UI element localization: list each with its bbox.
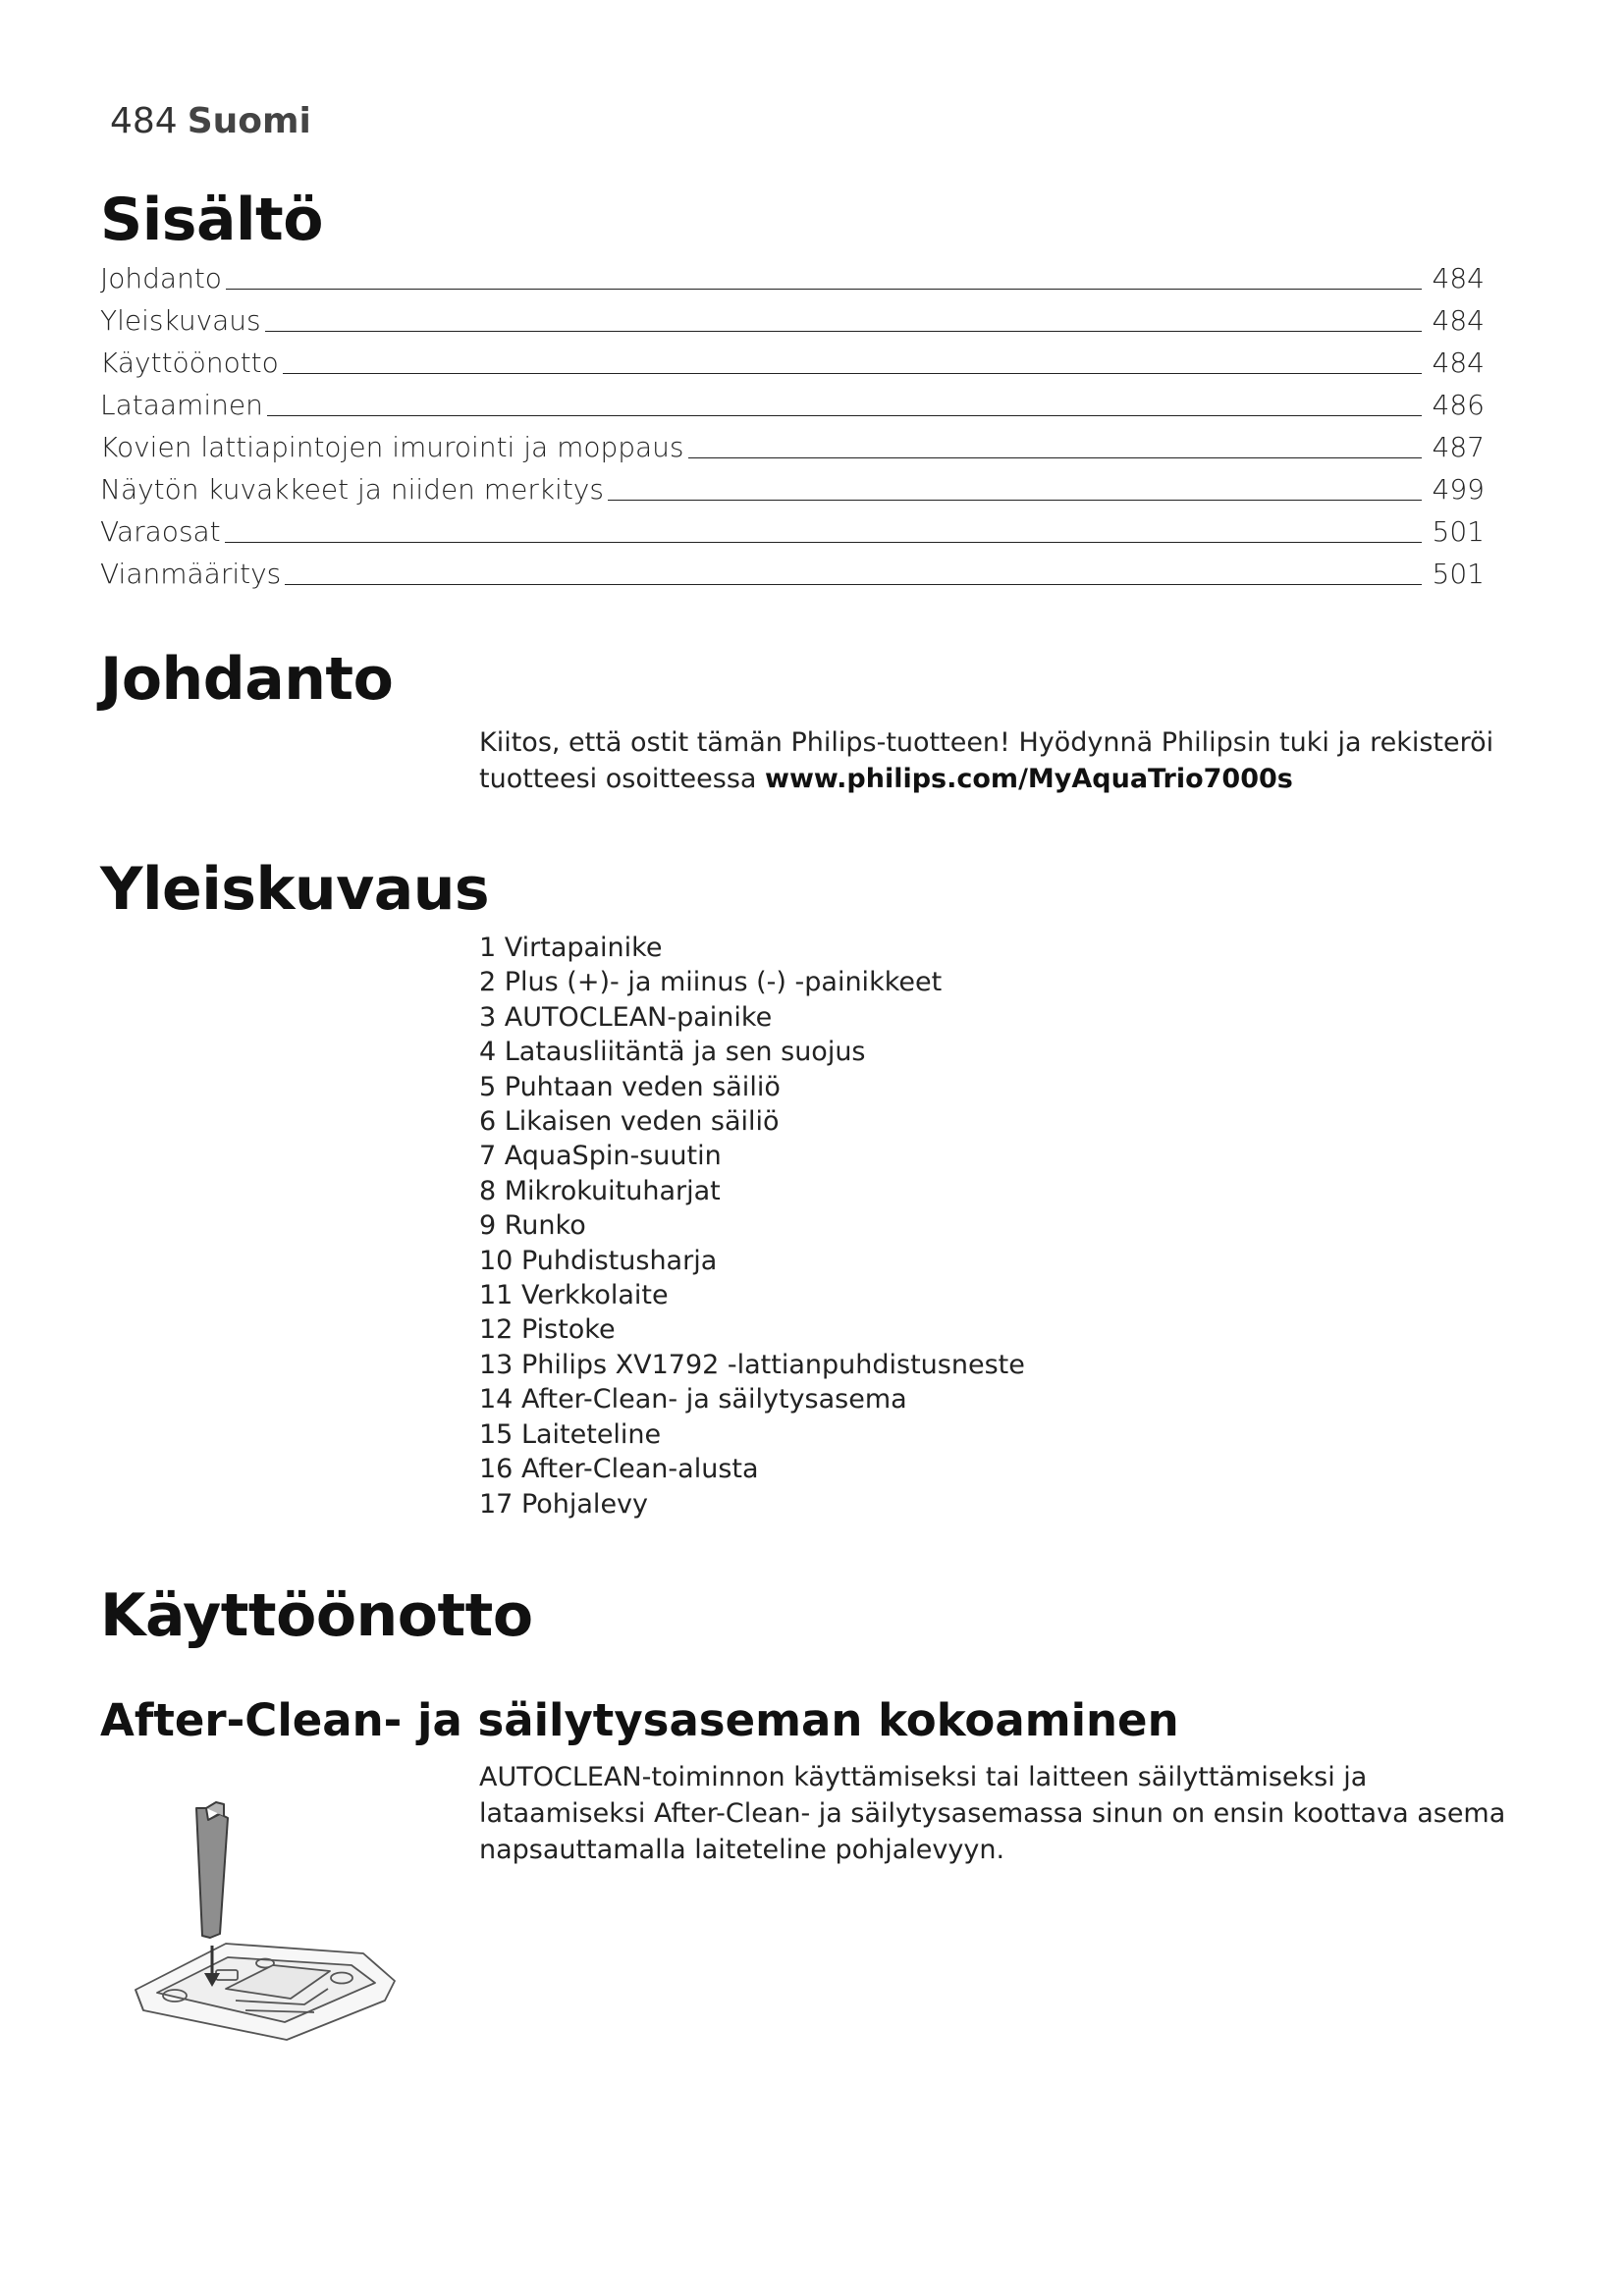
- intro-text: Kiitos, että ostit tämän Philips-tuotteen! Hyödynnä Philipsin tuki ja rekisteröi tuotteesi osoitteessa: [479, 727, 1494, 794]
- section-title-overview: Yleiskuvaus: [100, 855, 490, 924]
- toc-entry-label: Johdanto: [100, 262, 222, 294]
- list-item: 16 After-Clean-alusta: [479, 1454, 759, 1485]
- list-item: 11 Verkkolaite: [479, 1280, 669, 1311]
- toc-entry-page: 484: [1432, 304, 1485, 337]
- toc-entry-label: Yleiskuvaus: [100, 304, 261, 337]
- page-number: 484: [110, 101, 178, 141]
- toc-leader-line: [267, 414, 1422, 416]
- list-item: 4 Latausliitäntä ja sen suojus: [479, 1037, 866, 1068]
- toc-entry-label: Vianmääritys: [100, 558, 282, 590]
- list-item: 7 AquaSpin-suutin: [479, 1141, 722, 1172]
- list-item: 9 Runko: [479, 1210, 586, 1242]
- toc-entry-label: Näytön kuvakkeet ja niiden merkitys: [100, 473, 604, 506]
- toc-entry[interactable]: [100, 342, 1485, 384]
- product-link[interactable]: www.philips.com/MyAquaTrio7000s: [765, 764, 1293, 794]
- toc-leader-line: [225, 541, 1422, 543]
- section-title-intro: Johdanto: [100, 645, 394, 714]
- base-plate: [135, 1944, 395, 2040]
- toc-entry-page: 487: [1432, 431, 1485, 463]
- list-item: 6 Likaisen veden säiliö: [479, 1106, 780, 1138]
- toc-entry[interactable]: [100, 553, 1485, 595]
- section-title-setup: Käyttöönotto: [100, 1581, 533, 1650]
- list-item: 5 Puhtaan veden säiliö: [479, 1071, 781, 1102]
- device-stand: [196, 1802, 228, 1938]
- toc-entry-label: Varaosat: [100, 515, 221, 548]
- toc-entry-page: 484: [1432, 347, 1485, 379]
- list-item: 3 AUTOCLEAN-painike: [479, 1001, 773, 1033]
- toc-entry-page: 484: [1432, 262, 1485, 294]
- toc-entry[interactable]: [100, 299, 1485, 342]
- toc-leader-line: [265, 330, 1422, 332]
- toc-entry[interactable]: [100, 384, 1485, 426]
- parts-list: [479, 931, 1025, 1522]
- toc-leader-line: [285, 583, 1422, 585]
- list-item: 10 Puhdistusharja: [479, 1245, 718, 1276]
- toc-title: Sisältö: [100, 186, 323, 254]
- intro-paragraph: [479, 724, 1520, 797]
- toc-leader-line: [283, 372, 1422, 374]
- list-item: 13 Philips XV1792 -lattianpuhdistusneste: [479, 1349, 1025, 1380]
- toc-leader-line: [226, 288, 1422, 290]
- toc-entry[interactable]: [100, 510, 1485, 553]
- toc-entry-label: Käyttöönotto: [100, 347, 279, 379]
- toc-leader-line: [608, 499, 1422, 501]
- toc-entry[interactable]: [100, 468, 1485, 510]
- toc-entry-page: 499: [1432, 473, 1485, 506]
- language-label: Suomi: [187, 101, 311, 141]
- toc-entry-page: 501: [1432, 558, 1485, 590]
- toc-entry-label: Kovien lattiapintojen imurointi ja moppaus: [100, 431, 684, 463]
- toc-entry-page: 486: [1432, 389, 1485, 421]
- list-item: 2 Plus (+)- ja miinus (-) -painikkeet: [479, 967, 943, 998]
- list-item: 17 Pohjalevy: [479, 1488, 649, 1520]
- page-header: [110, 98, 311, 145]
- list-item: 12 Pistoke: [479, 1314, 616, 1346]
- assembly-illustration: [118, 1779, 412, 2073]
- toc-entry-page: 501: [1432, 515, 1485, 548]
- toc-leader-line: [688, 456, 1422, 458]
- toc-entry[interactable]: [100, 257, 1485, 299]
- toc-entry[interactable]: [100, 426, 1485, 468]
- table-of-contents: [100, 257, 1485, 595]
- list-item: 1 Virtapainike: [479, 933, 663, 963]
- assembly-paragraph: AUTOCLEAN-toiminnon käyttämiseksi tai laitteen säilyttämiseksi ja lataamiseksi After-Clean- ja säilytysasemassa sinun on ensin koottava asema napsauttamalla laiteteline pohjalevyyn.: [479, 1762, 1506, 1865]
- list-item: 8 Mikrokuituharjat: [479, 1175, 721, 1206]
- subsection-title-assembly: After-Clean- ja säilytysaseman kokoaminen: [100, 1694, 1179, 1746]
- list-item: 14 After-Clean- ja säilytysasema: [479, 1384, 907, 1415]
- toc-entry-label: Lataaminen: [100, 389, 263, 421]
- list-item: 15 Laiteteline: [479, 1418, 662, 1450]
